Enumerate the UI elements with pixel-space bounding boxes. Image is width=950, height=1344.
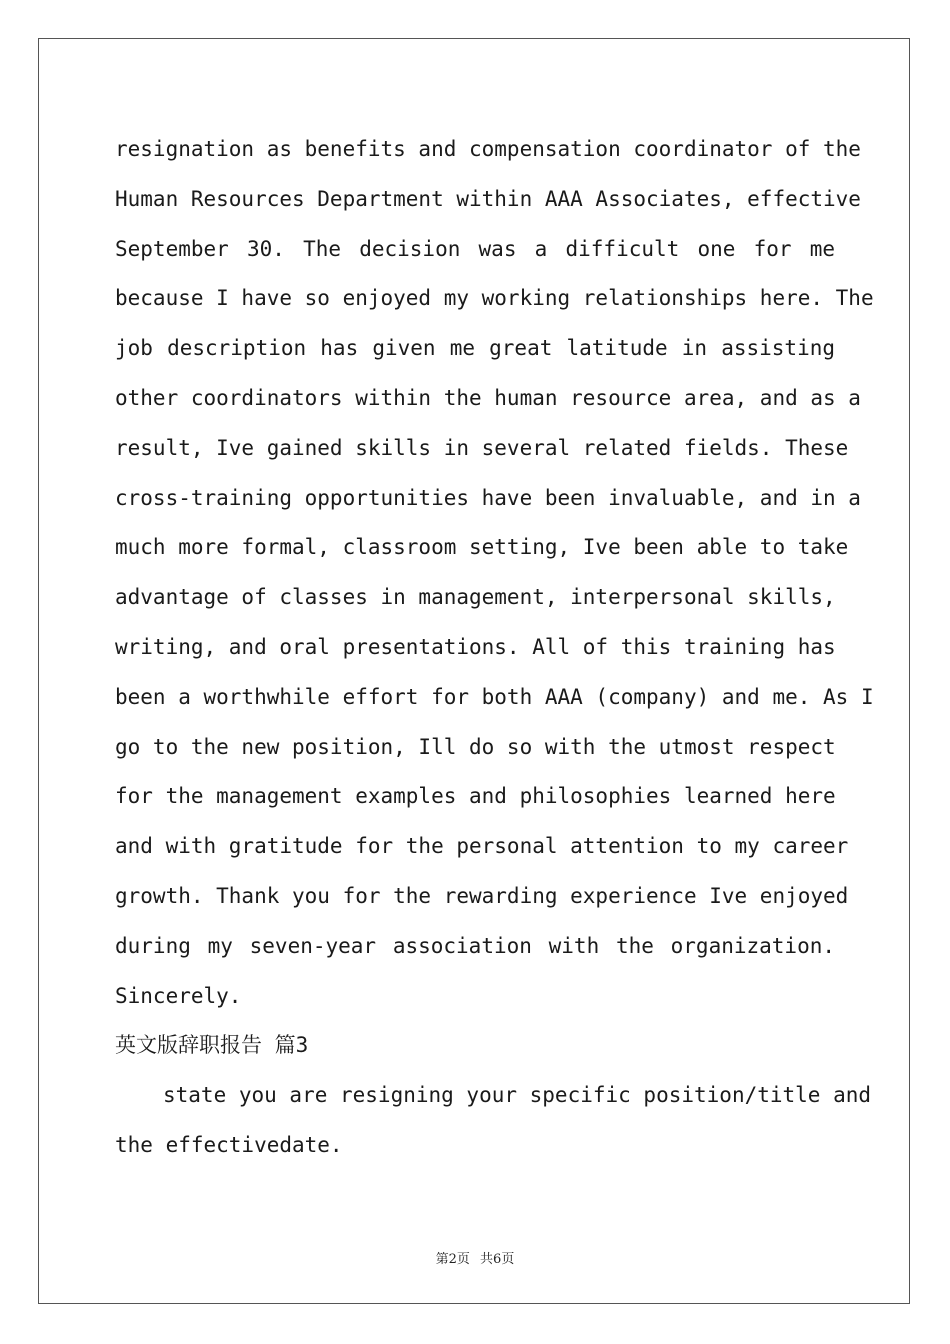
- text-line: go to the new position, Ill do so with the utmost respect: [115, 734, 836, 759]
- text-line: writing, and oral presentations. All of this training has: [115, 634, 836, 659]
- document-body: [115, 125, 874, 1171]
- text-line: Human Resources Department within AAA Associates, effective: [115, 186, 861, 211]
- text-line: during my seven-year association with the organization.: [115, 933, 835, 958]
- text-line: much more formal, classroom setting, Ive been able to take: [115, 535, 849, 560]
- text-line: job description has given me great latitude in assisting: [115, 336, 835, 361]
- text-line: state you are resigning your specific position/title and: [163, 1083, 872, 1108]
- text-line: because I have so enjoyed my working relationships here. The: [115, 286, 874, 311]
- text-line: result, Ive gained skills in several related fields. These: [115, 435, 849, 460]
- text-line: cross-training opportunities have been invaluable, and in a: [115, 485, 861, 510]
- text-line: for the management examples and philosophies learned here: [115, 784, 836, 809]
- text-line: and with gratitude for the personal attention to my career: [115, 834, 849, 859]
- text-line: other coordinators within the human resource area, and as a: [115, 385, 861, 410]
- text-line: the effectivedate.: [115, 1132, 343, 1157]
- text-line: growth. Thank you for the rewarding experience Ive enjoyed: [115, 883, 849, 908]
- text-line: Sincerely.: [115, 983, 242, 1008]
- paragraph-1: [115, 125, 874, 1021]
- text-line: been a worthwhile effort for both AAA (company) and me. As I: [115, 684, 874, 709]
- section-heading: 英文版辞职报告 篇3: [115, 1033, 309, 1058]
- text-line: advantage of classes in management, interpersonal skills,: [115, 585, 836, 610]
- page-number-footer: 第2页 共6页: [435, 1252, 515, 1267]
- text-line: resignation as benefits and compensation coordinator of the: [115, 137, 861, 161]
- text-line: September 30. The decision was a difficult one for me: [115, 236, 835, 261]
- paragraph-2: [115, 1071, 872, 1171]
